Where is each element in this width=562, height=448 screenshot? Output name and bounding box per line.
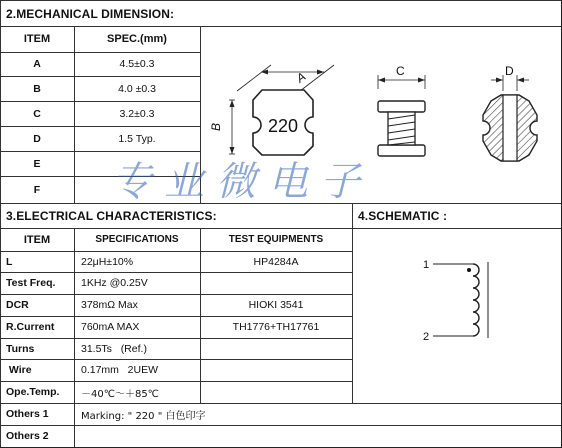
mechanical-title: 2.MECHANICAL DIMENSION: bbox=[6, 7, 175, 21]
mech-spec-d: 1.5 Typ. bbox=[118, 132, 156, 145]
elec-spec-dcr: 378mΩ Max bbox=[81, 299, 138, 311]
mech-item-d: D bbox=[33, 132, 41, 145]
mech-item-a: A bbox=[33, 58, 41, 70]
elec-spec-turns: 31.5Ts (Ref.) bbox=[81, 342, 147, 355]
elec-header-item: ITEM bbox=[23, 233, 51, 246]
mech-header-spec: SPEC.(mm) bbox=[107, 33, 167, 45]
electrical-title: 3.ELECTRICAL CHARACTERISTICS: bbox=[6, 209, 217, 223]
elec-equip-dcr: HIOKI 3541 bbox=[248, 299, 304, 311]
pin-2-label: 2 bbox=[423, 331, 430, 343]
dim-label-c: C bbox=[396, 64, 405, 78]
elec-spec-wire: 0.17mm 2UEW bbox=[81, 364, 159, 376]
inductor-side-view bbox=[378, 101, 425, 156]
elec-header-spec: SPECIFICATIONS bbox=[95, 234, 179, 245]
mech-item-b: B bbox=[33, 82, 41, 95]
elec-spec-l: 22μH±10% bbox=[81, 255, 134, 268]
elec-item-rated-current: R.Current bbox=[6, 321, 55, 333]
others-2-value bbox=[81, 425, 551, 447]
others-2-item: Others 2 bbox=[6, 430, 49, 442]
elec-spec-ope-temp: －40℃～＋85℃ bbox=[81, 388, 159, 400]
elec-item-ope-temp: Ope.Temp. bbox=[6, 386, 60, 398]
mech-header-item: ITEM bbox=[23, 33, 51, 45]
elec-equip-wire bbox=[200, 359, 352, 381]
elec-item-dcr: DCR bbox=[6, 299, 29, 311]
elec-header-equip: TEST EQUIPMENTS bbox=[228, 234, 324, 245]
watermark-text: 专业微电子 bbox=[112, 159, 372, 205]
mech-item-f: F bbox=[33, 183, 41, 196]
others-1-value: Marking: " 220 " 白色印字 bbox=[81, 410, 206, 422]
elec-item-test-freq: Test Freq. bbox=[6, 277, 56, 289]
schematic-diagram bbox=[405, 252, 515, 352]
elec-equip-ope-temp bbox=[200, 381, 352, 403]
marking-220: 220 bbox=[267, 116, 299, 136]
inductor-cross-section bbox=[483, 95, 537, 161]
elec-equip-test-freq bbox=[200, 272, 352, 294]
inductor-coil bbox=[473, 264, 479, 336]
elec-equip-rated-current: TH1776+TH17761 bbox=[232, 321, 320, 333]
elec-spec-test-freq: 1KHz @0.25V bbox=[81, 277, 148, 289]
elec-item-wire: Wire bbox=[6, 364, 32, 376]
mech-spec-c: 3.2±0.3 bbox=[119, 107, 155, 120]
schematic-title: 4.SCHEMATIC : bbox=[358, 209, 448, 223]
dim-label-d: D bbox=[505, 64, 514, 78]
elec-equip-l: HP4284A bbox=[253, 255, 299, 268]
dim-label-b: B bbox=[209, 122, 223, 131]
mech-item-e: E bbox=[33, 157, 41, 170]
mech-spec-a: 4.5±0.3 bbox=[119, 58, 155, 70]
mech-item-c: C bbox=[33, 107, 41, 120]
pin-1-label: 1 bbox=[423, 259, 430, 271]
others-1-item: Others 1 bbox=[6, 408, 49, 420]
dim-label-a: A bbox=[293, 69, 309, 86]
elec-equip-turns bbox=[200, 338, 352, 359]
elec-item-l: L bbox=[6, 255, 13, 268]
elec-item-turns: Turns bbox=[6, 342, 35, 355]
elec-spec-rated-current: 760mA MAX bbox=[81, 321, 140, 333]
polarity-dot bbox=[467, 268, 471, 272]
mech-spec-b: 4.0 ±0.3 bbox=[118, 82, 156, 95]
